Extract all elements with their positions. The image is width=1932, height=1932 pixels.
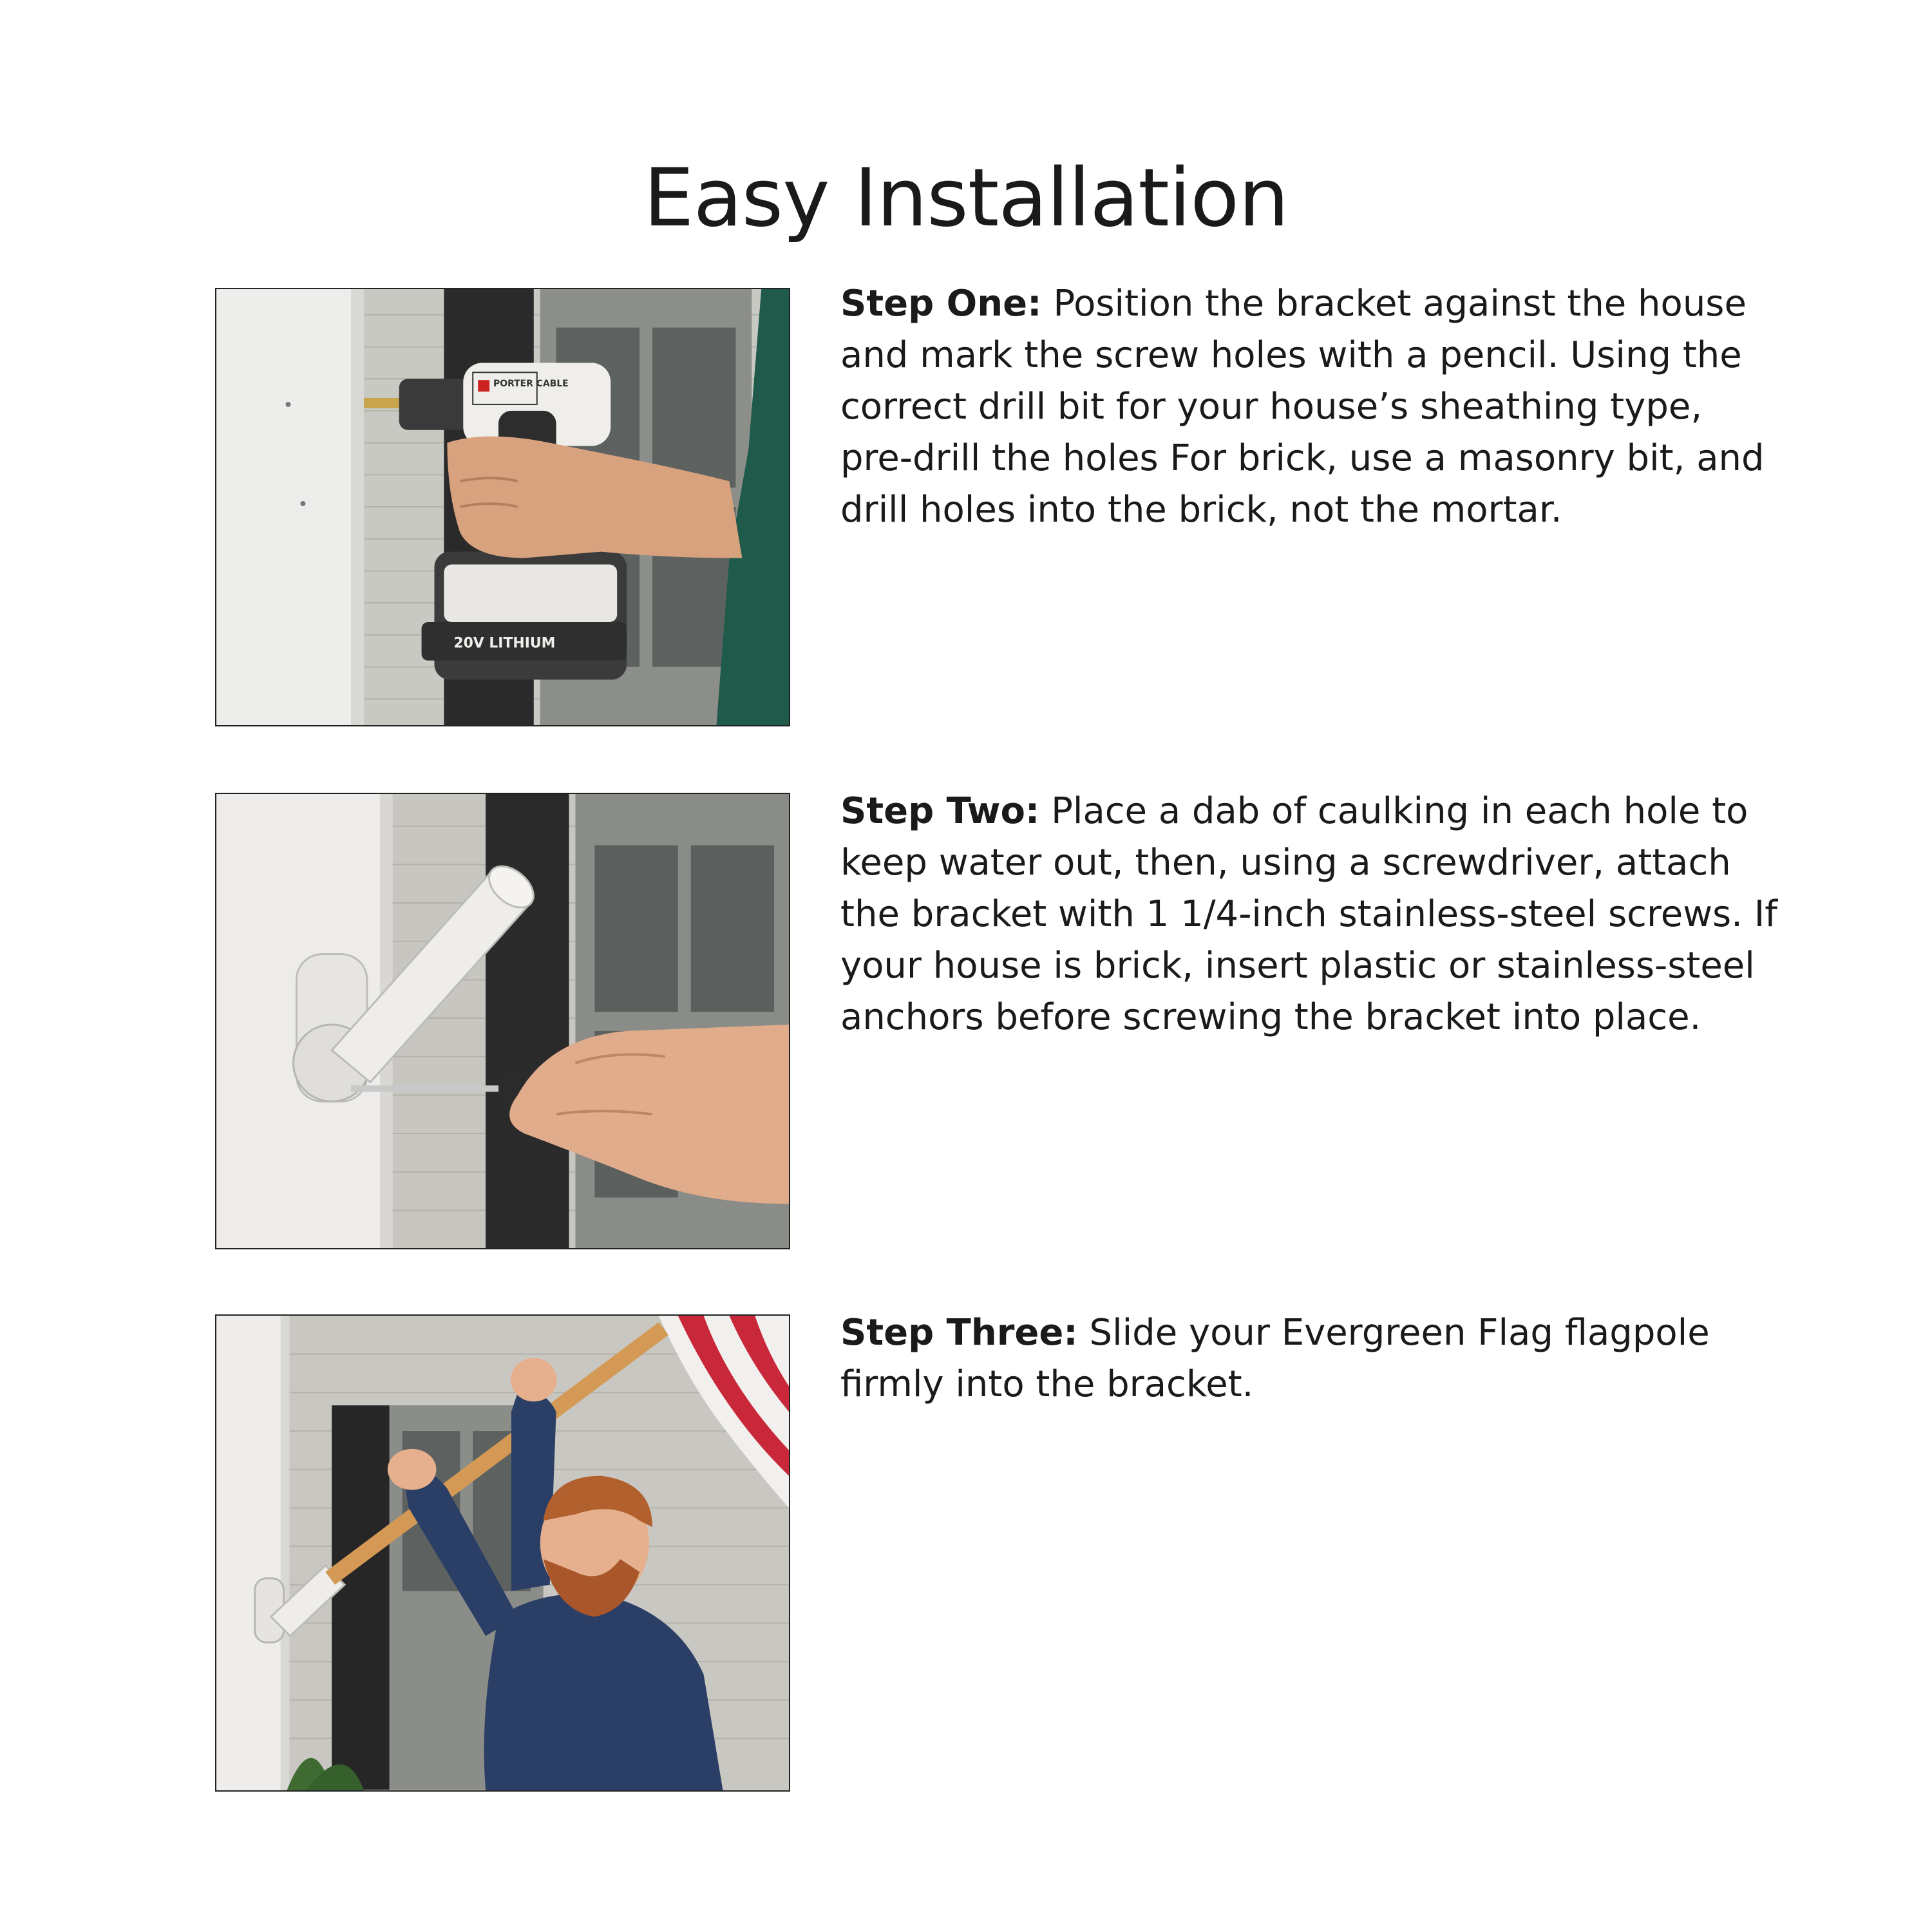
- step-three-label: Step Three:: [840, 1312, 1078, 1354]
- step-one-text: [840, 278, 1781, 536]
- flagpole-scene-illustration: [216, 1316, 789, 1790]
- screwdriver-scene-illustration: [216, 794, 789, 1248]
- step-three-photo: [215, 1314, 790, 1792]
- step-two-label: Step Two:: [840, 790, 1040, 832]
- step-one-label: Step One:: [840, 283, 1042, 325]
- step-three-text: [840, 1307, 1781, 1410]
- drill-scene-illustration: [216, 289, 789, 725]
- step-two-photo: [215, 793, 790, 1249]
- step-three-description: Slide your Evergreen Flag flagpole firmly into the bracket.: [840, 1312, 1710, 1405]
- step-one-description: Position the bracket against the house and mark the screw holes with a pencil. Using the correct drill bit for your house’s sheathing type, pre-drill the holes For brick, use a masonry bit, and drill holes into the brick, not the mortar.: [840, 283, 1765, 531]
- battery-label-text: 20V LITHIUM: [453, 635, 556, 652]
- page-title: Easy Installation: [643, 152, 1289, 245]
- step-two-description: Place a dab of caulking in each hole to keep water out, then, using a screwdriver, attach the bracket with 1 1/4-inch stainless-steel screws. If your house is brick, insert plastic or stainless-steel anchors before screwing the bracket into place.: [840, 790, 1778, 1038]
- step-two-text: [840, 786, 1781, 1043]
- step-one-photo: [215, 288, 790, 726]
- drill-brand-text: PORTER CABLE: [493, 379, 569, 390]
